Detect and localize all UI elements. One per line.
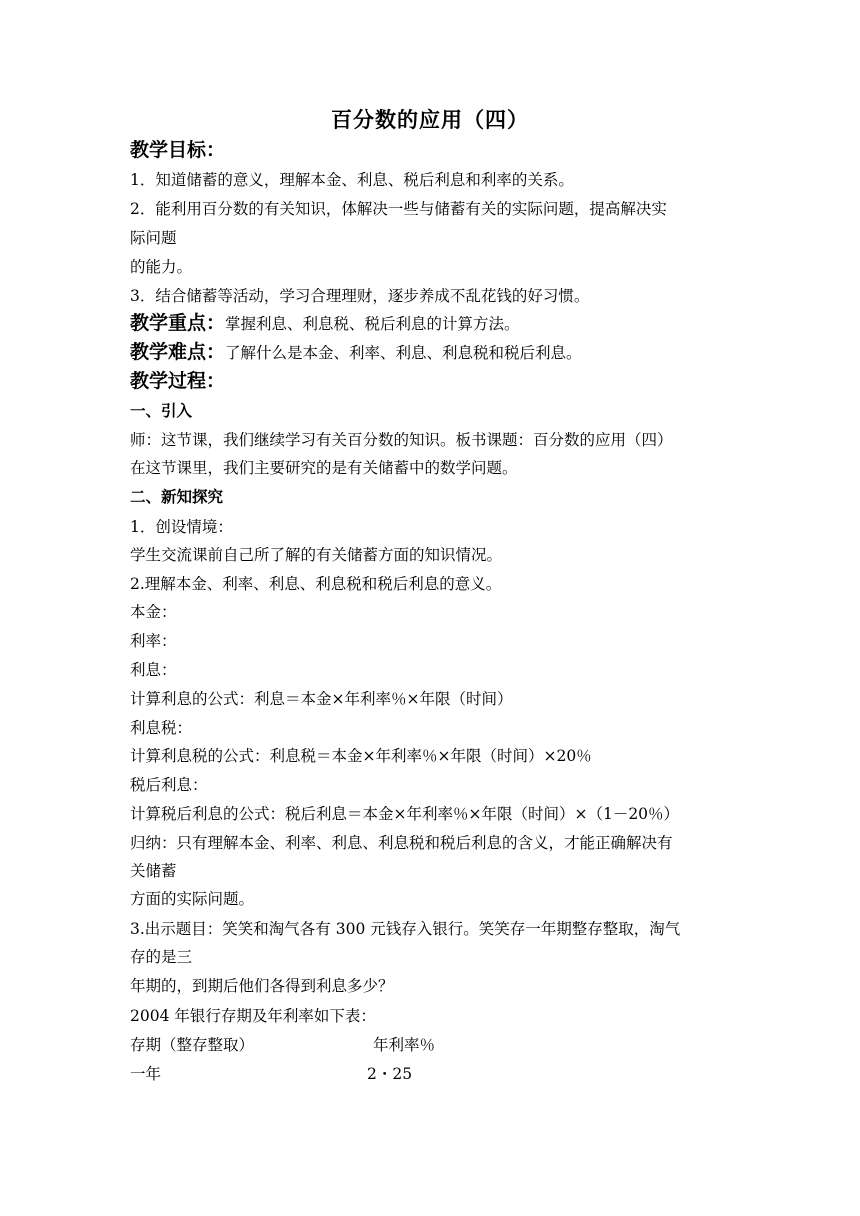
paragraph-line: 2004 年银行存期及年利率如下表：	[130, 1007, 376, 1025]
objective-item: 3．结合储蓄等活动，学习合理理财，逐步养成不乱花钱的好习惯。	[130, 287, 590, 305]
paragraph-line: 利息税：	[130, 719, 193, 737]
difficulties	[130, 342, 582, 363]
paragraph-line: 在这节课里，我们主要研究的是有关储蓄中的数学问题。	[130, 459, 518, 477]
paragraph-line: 2.理解本金、利率、利息、利息税和税后利息的意义。	[130, 575, 502, 593]
paragraph-line: 存的是三	[130, 948, 193, 966]
paragraph-line: 1．创设情境：	[130, 518, 233, 536]
rate-table-header-rate: 年利率％	[373, 1036, 436, 1054]
paragraph-line: 利率：	[130, 632, 177, 650]
paragraph-line: 学生交流课前自己所了解的有关储蓄方面的知识情况。	[130, 546, 503, 564]
section-heading-explore: 二、新知探究	[130, 487, 224, 506]
paragraph-line: 关储蓄	[130, 862, 177, 880]
difficulties-label: 教学难点：	[130, 341, 226, 363]
rate-table-cell-rate: 2・25	[367, 1065, 413, 1083]
paragraph-line: 归纳：只有理解本金、利率、利息、利息税和税后利息的含义，才能正确解决有	[130, 834, 673, 852]
formula-line: 计算利息的公式：利息＝本金×年利率％×年限（时间）	[130, 690, 513, 708]
paragraph-line: 税后利息：	[130, 776, 208, 794]
process-heading: 教学过程：	[130, 370, 226, 392]
paragraph-line: 师：这节课，我们继续学习有关百分数的知识。板书课题：百分数的应用（四）	[130, 431, 673, 449]
formula-line: 计算税后利息的公式：税后利息＝本金×年利率％×年限（时间）×（1－20％）	[130, 805, 680, 823]
key-points-text: 掌握利息、利息税、税后利息的计算方法。	[225, 315, 520, 333]
paragraph-line: 本金：	[130, 603, 177, 621]
formula-line: 计算利息税的公式：利息税＝本金×年利率％×年限（时间）×20％	[130, 747, 592, 765]
paragraph-line: 方面的实际问题。	[130, 890, 255, 908]
rate-table-header-term: 存期（整存整取）	[130, 1036, 255, 1054]
objective-item: 际问题	[130, 229, 177, 247]
key-points-label: 教学重点：	[130, 312, 226, 334]
document-title: 百分数的应用（四）	[331, 107, 529, 132]
difficulties-text: 了解什么是本金、利率、利息、利息税和税后利息。	[225, 344, 582, 362]
key-points	[130, 313, 520, 334]
paragraph-line: 3.出示题目：笑笑和淘气各有 300 元钱存入银行。笑笑存一年期整存整取，淘气	[130, 920, 681, 938]
section-heading-intro: 一、引入	[130, 401, 193, 420]
rate-table-cell-term: 一年	[130, 1065, 162, 1083]
objectives-heading: 教学目标：	[130, 139, 226, 161]
objective-item: 2．能利用百分数的有关知识，体解决一些与储蓄有关的实际问题，提高解决实	[130, 200, 667, 218]
objective-item: 1．知道储蓄的意义，理解本金、利息、税后利息和利率的关系。	[130, 171, 574, 189]
objective-item: 的能力。	[130, 258, 193, 276]
paragraph-line: 利息：	[130, 661, 177, 679]
paragraph-line: 年期的，到期后他们各得到利息多少？	[130, 977, 394, 995]
